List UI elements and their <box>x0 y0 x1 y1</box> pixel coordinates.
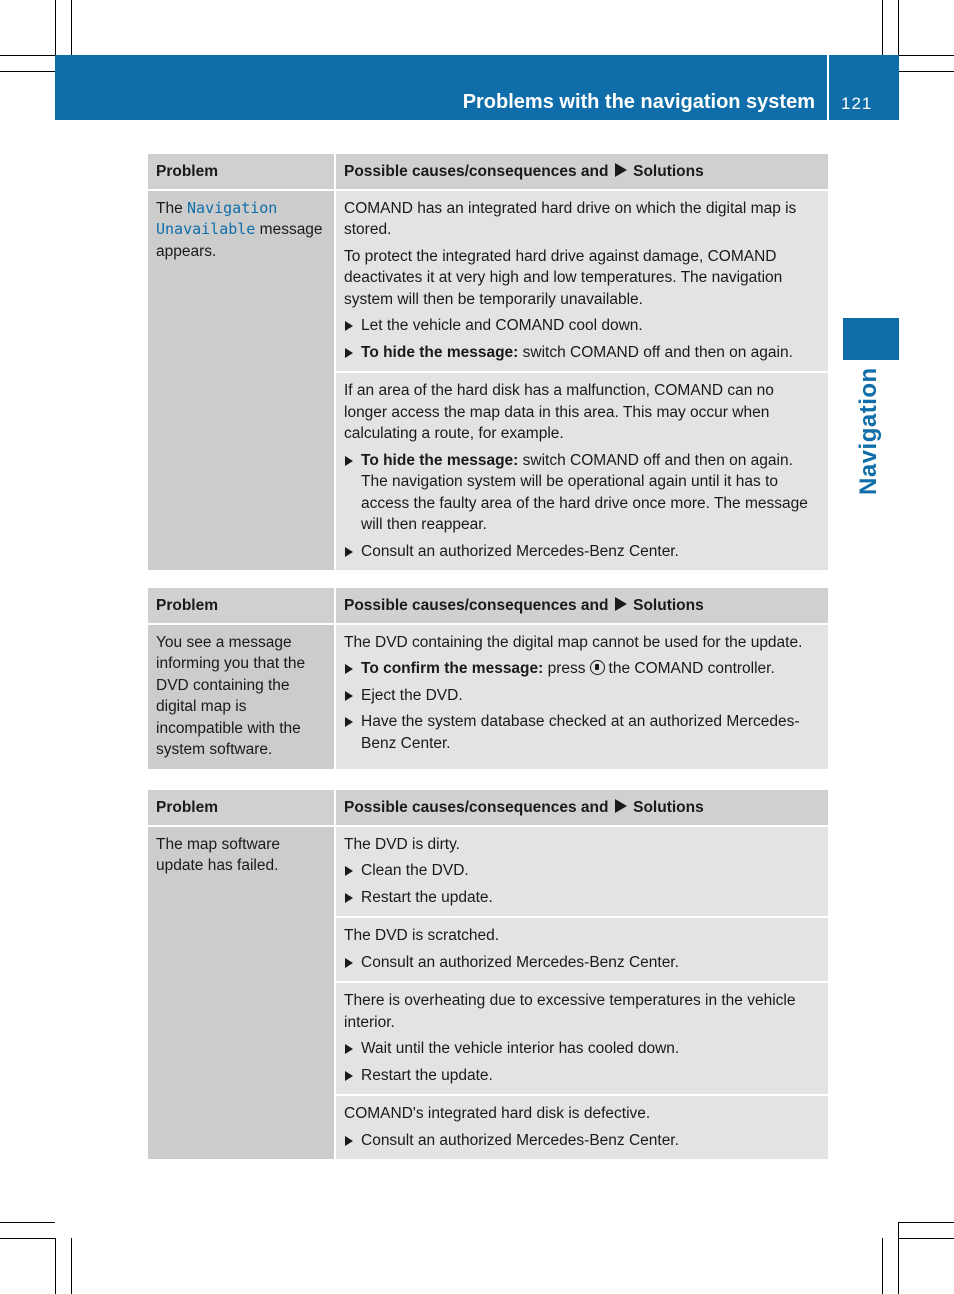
problem-column-header: Problem <box>148 588 335 624</box>
step-text: Consult an authorized Mercedes-Benz Center. <box>361 542 679 560</box>
problem-cell <box>148 624 335 769</box>
solution-cell <box>335 624 828 769</box>
header-bar <box>55 55 827 120</box>
page-number: 121 <box>841 94 873 113</box>
solutions-header-prefix: Possible causes/consequences and <box>344 597 609 614</box>
table-header-row <box>148 790 828 826</box>
cause-text: There is overheating due to excessive temperatures in the vehicle interior. <box>344 992 796 1031</box>
crop-mark <box>55 1238 56 1294</box>
step-bold-text: To confirm the message: <box>361 660 544 677</box>
crop-mark <box>0 55 55 56</box>
controller-press-icon <box>590 660 605 675</box>
step-arrow-icon <box>345 348 353 358</box>
step-arrow-icon <box>345 456 353 466</box>
solutions-header-prefix: Possible causes/consequences and <box>344 799 609 816</box>
arrow-right-icon <box>615 597 627 611</box>
crop-mark <box>71 0 72 55</box>
problem-table-1 <box>148 154 828 570</box>
crop-mark <box>55 0 56 55</box>
arrow-right-icon <box>615 799 627 813</box>
crop-mark <box>882 1238 883 1294</box>
step-text: Wait until the vehicle interior has cooled down. <box>361 1040 680 1057</box>
crop-mark <box>899 1222 954 1223</box>
step-arrow-icon <box>345 321 353 331</box>
step-text: the COMAND controller. <box>608 660 775 677</box>
action-step <box>344 887 820 909</box>
crop-mark <box>899 55 954 56</box>
crop-mark <box>898 1222 899 1294</box>
step-text: Have the system database checked at an authorized Mercedes-Benz Center. <box>361 713 800 752</box>
action-step <box>344 711 820 754</box>
action-step <box>344 1065 820 1087</box>
step-text: switch COMAND off and then on again. <box>522 343 793 361</box>
problem-text: The map software update has failed. <box>156 835 281 874</box>
action-step <box>344 685 820 707</box>
step-arrow-icon <box>345 691 353 701</box>
cause-text: The DVD containing the digital map cannot be used for the update. <box>344 633 803 651</box>
section-tab-marker <box>843 318 899 360</box>
cause-text: The DVD is dirty. <box>344 835 460 853</box>
cause-text: If an area of the hard disk has a malfunction, COMAND can no longer access the map data in this area. This may occur when calculating a route, for example. <box>344 382 774 442</box>
table-row <box>148 624 828 769</box>
step-arrow-icon <box>345 717 353 727</box>
table-header-row <box>148 588 828 624</box>
crop-mark <box>0 1238 55 1239</box>
step-text: Restart the update. <box>361 888 493 906</box>
step-text: press <box>547 660 586 677</box>
solution-cell <box>335 917 828 982</box>
solution-cell <box>335 982 828 1095</box>
page-number-box <box>829 55 899 120</box>
step-text: Restart the update. <box>361 1066 493 1084</box>
page-title: Problems with the navigation system <box>462 91 815 113</box>
solutions-header-suffix: Solutions <box>633 799 704 816</box>
action-step <box>344 450 820 536</box>
step-text: Eject the DVD. <box>361 686 463 704</box>
step-arrow-icon <box>345 958 353 968</box>
action-step <box>344 541 820 563</box>
action-step <box>344 1130 820 1152</box>
crop-mark <box>71 1238 72 1294</box>
solution-cell <box>335 372 828 570</box>
solutions-header-prefix: Possible causes/consequences and <box>344 163 609 180</box>
solutions-header-suffix: Solutions <box>633 597 704 614</box>
cause-text: The DVD is scratched. <box>344 927 500 944</box>
step-text: Consult an authorized Mercedes-Benz Center. <box>361 1131 679 1149</box>
cause-text: To protect the integrated hard drive against damage, COMAND deactivates it at very high and low temperatures. The navigation system will then be temporarily unavailable. <box>344 247 783 308</box>
section-tab-label: Navigation <box>855 367 882 495</box>
problem-text: message appears. <box>156 221 323 260</box>
problem-column-header: Problem <box>148 154 335 190</box>
problem-text: You see a message informing you that the DVD containing the digital map is incompatible with the system software. <box>156 633 306 758</box>
step-arrow-icon <box>345 547 353 557</box>
cause-text: COMAND has an integrated hard drive on which the digital map is stored. <box>344 199 797 238</box>
table-row <box>148 826 828 918</box>
solutions-column-header <box>335 790 828 826</box>
display-message-code: Unavailable <box>156 220 256 238</box>
problem-table-3 <box>148 790 828 1159</box>
action-step <box>344 1038 820 1060</box>
crop-mark <box>898 0 899 55</box>
step-text: Consult an authorized Mercedes-Benz Center. <box>361 953 679 971</box>
display-message-code: Navigation <box>187 198 278 217</box>
step-arrow-icon <box>345 866 353 876</box>
cause-text: COMAND's integrated hard disk is defective. <box>344 1105 651 1122</box>
problem-cell <box>148 826 335 1160</box>
solutions-column-header <box>335 154 828 190</box>
action-step <box>344 860 820 882</box>
step-arrow-icon <box>345 664 353 674</box>
step-bold-text: To hide the message: <box>361 451 519 469</box>
solutions-column-header <box>335 588 828 624</box>
arrow-right-icon <box>615 163 627 177</box>
step-arrow-icon <box>345 1044 353 1054</box>
step-arrow-icon <box>345 1136 353 1146</box>
problem-table-2 <box>148 588 828 769</box>
crop-mark <box>0 71 55 72</box>
action-step <box>344 658 820 680</box>
solutions-header-suffix: Solutions <box>633 163 704 180</box>
crop-mark <box>899 1238 954 1239</box>
solution-cell <box>335 190 828 373</box>
step-arrow-icon <box>345 893 353 903</box>
solution-cell <box>335 1095 828 1159</box>
step-bold-text: To hide the message: <box>361 343 519 361</box>
crop-mark <box>899 71 954 72</box>
action-step <box>344 952 820 974</box>
step-text: Let the vehicle and COMAND cool down. <box>361 317 643 334</box>
step-text: Clean the DVD. <box>361 862 469 879</box>
action-step <box>344 342 820 364</box>
problem-cell <box>148 190 335 571</box>
problem-column-header: Problem <box>148 790 335 826</box>
action-step <box>344 315 820 337</box>
step-arrow-icon <box>345 1071 353 1081</box>
table-header-row <box>148 154 828 190</box>
table-row <box>148 190 828 373</box>
crop-mark <box>882 0 883 55</box>
problem-text: The <box>156 199 183 217</box>
crop-mark <box>0 1222 55 1223</box>
solution-cell <box>335 826 828 918</box>
step-text: switch COMAND off and then on again. The navigation system will be operational again until it has to access the faulty area of the hard drive once more. The message will then reappear. <box>361 451 808 533</box>
